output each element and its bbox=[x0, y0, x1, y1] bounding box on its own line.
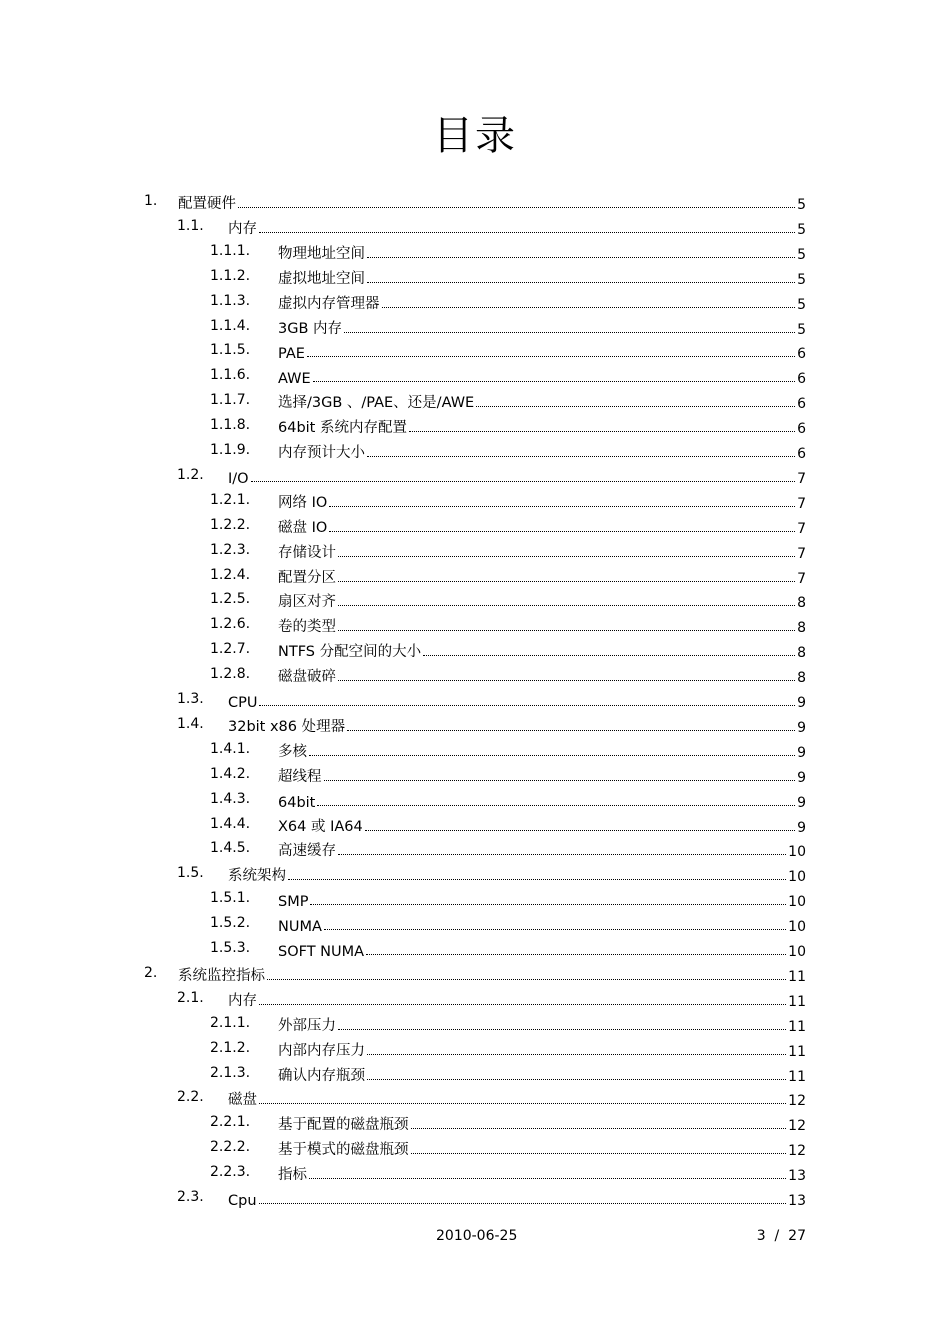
footer-date: 2010-06-25 bbox=[436, 1228, 518, 1244]
toc-entry-number: 1.1.9. bbox=[210, 442, 251, 458]
toc-entry-label: 基于配置的磁盘瓶颈 bbox=[278, 1117, 409, 1134]
toc-entry-number: 1.2.2. bbox=[210, 516, 251, 533]
toc-entry-page-number: 8 bbox=[797, 595, 806, 612]
toc-entry-label: AWE bbox=[278, 371, 311, 388]
toc-entry-label: NUMA bbox=[278, 919, 322, 936]
dot-leader bbox=[259, 232, 795, 233]
toc-entry-number: 2.1.2. bbox=[210, 1039, 251, 1056]
toc-entry-page-number: 13 bbox=[788, 1193, 806, 1209]
toc-entry-page-number: 7 bbox=[797, 470, 806, 487]
toc-entry-number: 1.2.6. bbox=[210, 616, 251, 633]
toc-entry-number: 1.2. bbox=[177, 466, 204, 483]
footer-page-indicator: 3 / 27 bbox=[756, 1228, 806, 1244]
toc-entry-number: 2.2.1. bbox=[210, 1114, 251, 1131]
toc-entry[interactable] bbox=[0, 1187, 950, 1212]
toc-entry-number: 1.4.2. bbox=[210, 765, 251, 782]
toc-entry[interactable] bbox=[0, 465, 950, 490]
toc-entry-number: 1.1.7. bbox=[210, 392, 251, 409]
dot-leader bbox=[313, 381, 795, 382]
toc-entry-page-number: 6 bbox=[797, 421, 806, 438]
dot-leader bbox=[423, 655, 795, 656]
toc-entry[interactable] bbox=[0, 515, 950, 540]
toc-entry-label: 内部内存压力 bbox=[278, 1042, 365, 1059]
dot-leader bbox=[367, 282, 795, 283]
toc-entry-page-number: 10 bbox=[788, 919, 806, 936]
toc-entry-page-number: 9 bbox=[797, 695, 806, 711]
toc-entry-page-number: 5 bbox=[797, 296, 806, 313]
toc-entry-page-number: 9 bbox=[797, 744, 806, 761]
toc-entry-number: 1.4.3. bbox=[210, 790, 251, 807]
toc-entry[interactable] bbox=[0, 938, 950, 963]
toc-entry-page-number: 7 bbox=[797, 570, 806, 587]
toc-entry-number: 1.2.4. bbox=[210, 566, 251, 583]
toc-entry[interactable] bbox=[0, 1087, 950, 1112]
toc-entry-label: 64bit bbox=[278, 794, 316, 811]
toc-entry[interactable] bbox=[0, 838, 950, 863]
toc-entry-page-number: 5 bbox=[797, 246, 806, 263]
dot-leader bbox=[338, 854, 786, 855]
toc-entry-label: 存储设计 bbox=[278, 544, 336, 561]
toc-entry-label: 配置分区 bbox=[278, 569, 336, 586]
toc-entry-label: 32bit x86 处理器 bbox=[228, 718, 346, 735]
dot-leader bbox=[367, 1054, 786, 1055]
toc-entry-number: 1.2.7. bbox=[210, 641, 251, 658]
toc-entry-number: 2.2.2. bbox=[210, 1139, 251, 1156]
toc-entry-label: 虚拟内存管理器 bbox=[278, 295, 380, 312]
dot-leader bbox=[259, 1203, 787, 1204]
dot-leader bbox=[238, 207, 795, 208]
toc-entry[interactable] bbox=[0, 1038, 950, 1063]
dot-leader bbox=[309, 755, 795, 756]
toc-entry-number: 1.4.1. bbox=[210, 740, 251, 757]
toc-entry-number: 1.1.1. bbox=[210, 242, 251, 259]
toc-entry[interactable] bbox=[0, 440, 950, 465]
toc-entry-number: 1.1.5. bbox=[210, 342, 251, 359]
dot-leader bbox=[367, 456, 795, 457]
toc-entry-page-number: 6 bbox=[797, 371, 806, 388]
toc-entry[interactable] bbox=[0, 540, 950, 565]
dot-leader bbox=[259, 705, 795, 706]
dot-leader bbox=[307, 356, 795, 357]
dot-leader bbox=[367, 1079, 786, 1080]
toc-entry-number: 1.1.8. bbox=[210, 417, 251, 434]
toc-entry[interactable] bbox=[0, 589, 950, 614]
toc-entry-page-number: 9 bbox=[797, 794, 806, 811]
dot-leader bbox=[411, 1128, 787, 1129]
toc-entry-number: 1.4. bbox=[177, 715, 204, 732]
toc-entry-number: 2.1.1. bbox=[210, 1014, 251, 1031]
toc-entry-page-number: 7 bbox=[797, 495, 806, 512]
toc-entry[interactable] bbox=[0, 714, 950, 739]
toc-entry-number: 2.2. bbox=[177, 1089, 204, 1106]
toc-entry-page-number: 7 bbox=[797, 545, 806, 562]
toc-entry[interactable] bbox=[0, 913, 950, 938]
toc-entry-page-number: 9 bbox=[797, 819, 806, 836]
dot-leader bbox=[344, 332, 795, 333]
dot-leader bbox=[338, 630, 795, 631]
dot-leader bbox=[338, 556, 795, 557]
toc-entry-number: 1. bbox=[144, 193, 158, 209]
toc-entry-number: 2.3. bbox=[177, 1189, 204, 1205]
dot-leader bbox=[324, 780, 796, 781]
toc-entry-number: 2.1. bbox=[177, 989, 204, 1006]
toc-entry[interactable] bbox=[0, 191, 950, 216]
toc-entry-number: 2. bbox=[144, 964, 158, 981]
toc-entry-number: 1.1. bbox=[177, 217, 204, 234]
toc-entry[interactable] bbox=[0, 789, 950, 814]
dot-leader bbox=[338, 680, 795, 681]
toc-entry[interactable] bbox=[0, 490, 950, 515]
toc-entry[interactable] bbox=[0, 216, 950, 241]
toc-entry-label: NTFS 分配空间的大小 bbox=[278, 644, 422, 661]
toc-entry[interactable] bbox=[0, 316, 950, 341]
toc-entry-label: 外部压力 bbox=[278, 1017, 336, 1034]
toc-entry-label: 磁盘 IO bbox=[278, 519, 328, 536]
toc-entry[interactable] bbox=[0, 863, 950, 888]
toc-entry-page-number: 9 bbox=[797, 769, 806, 786]
toc-entry-label: 选择/3GB 、/PAE、还是/AWE bbox=[278, 395, 475, 412]
toc-entry-page-number: 5 bbox=[797, 271, 806, 288]
toc-entry-number: 1.4.4. bbox=[210, 815, 251, 832]
toc-entry-number: 1.1.4. bbox=[210, 317, 251, 334]
toc-entry[interactable] bbox=[0, 1137, 950, 1162]
toc-entry-label: SOFT NUMA bbox=[278, 944, 365, 960]
toc-entry-page-number: 11 bbox=[788, 1043, 806, 1060]
toc-entry-label: 系统监控指标 bbox=[178, 967, 265, 984]
toc-entry-page-number: 6 bbox=[797, 396, 806, 413]
toc-entry-number: 2.2.3. bbox=[210, 1164, 251, 1181]
dot-leader bbox=[329, 506, 795, 507]
toc-entry-number: 1.1.2. bbox=[210, 267, 251, 284]
toc-entry[interactable] bbox=[0, 1063, 950, 1088]
dot-leader bbox=[365, 830, 795, 831]
toc-entry-page-number: 10 bbox=[788, 844, 806, 861]
toc-entry-number: 1.1.6. bbox=[210, 367, 251, 384]
toc-entry-label: 超线程 bbox=[278, 768, 322, 785]
toc-entry[interactable] bbox=[0, 664, 950, 689]
toc-entry-page-number: 7 bbox=[797, 520, 806, 537]
toc-entry-number: 1.2.1. bbox=[210, 491, 251, 508]
toc-entry-page-number: 8 bbox=[797, 645, 806, 662]
toc-entry-label: 3GB 内存 bbox=[278, 320, 343, 337]
toc-entry-label: 扇区对齐 bbox=[278, 594, 336, 611]
toc-entry-label: 物理地址空间 bbox=[278, 245, 365, 262]
toc-entry-label: 虚拟地址空间 bbox=[278, 270, 365, 287]
toc-entry-label: 内存预计大小 bbox=[278, 445, 365, 461]
toc-entry-number: 1.2.3. bbox=[210, 541, 251, 558]
dot-leader bbox=[259, 1004, 786, 1005]
toc-entry-page-number: 12 bbox=[788, 1143, 806, 1160]
toc-entry-number: 1.2.5. bbox=[210, 591, 251, 608]
toc-entry-page-number: 11 bbox=[788, 1018, 806, 1035]
toc-entry[interactable] bbox=[0, 1013, 950, 1038]
toc-entry-page-number: 6 bbox=[797, 446, 806, 462]
toc-entry-label: 内存 bbox=[228, 992, 257, 1009]
toc-entry-page-number: 5 bbox=[797, 321, 806, 338]
toc-entry-page-number: 9 bbox=[797, 719, 806, 736]
toc-entry-label: 网络 IO bbox=[278, 494, 328, 511]
dot-leader bbox=[309, 1178, 786, 1179]
dot-leader bbox=[251, 481, 796, 482]
dot-leader bbox=[347, 730, 795, 731]
toc-entry-label: 基于模式的磁盘瓶颈 bbox=[278, 1142, 409, 1159]
toc-entry-page-number: 12 bbox=[788, 1118, 806, 1135]
toc-entry[interactable] bbox=[0, 988, 950, 1013]
toc-entry-label: 磁盘 bbox=[228, 1092, 257, 1109]
dot-leader bbox=[267, 979, 786, 980]
toc-entry-label: 配置硬件 bbox=[178, 196, 236, 212]
toc-entry[interactable] bbox=[0, 739, 950, 764]
toc-entry-page-number: 12 bbox=[788, 1093, 806, 1110]
toc-entry-number: 1.5.3. bbox=[210, 940, 251, 956]
toc-entry-label: 磁盘破碎 bbox=[278, 669, 336, 686]
dot-leader bbox=[310, 904, 786, 905]
toc-entry-number: 1.5.1. bbox=[210, 890, 251, 907]
toc-entry[interactable] bbox=[0, 814, 950, 839]
toc-entry-label: 卷的类型 bbox=[278, 619, 336, 636]
toc-entry-number: 1.1.3. bbox=[210, 292, 251, 309]
dot-leader bbox=[476, 406, 795, 407]
toc-entry-page-number: 11 bbox=[788, 1068, 806, 1085]
toc-entry-page-number: 11 bbox=[788, 993, 806, 1010]
dot-leader bbox=[259, 1103, 786, 1104]
toc-entry-label: 确认内存瓶颈 bbox=[278, 1067, 365, 1084]
dot-leader bbox=[338, 581, 795, 582]
toc-entry-number: 1.4.5. bbox=[210, 840, 251, 857]
toc-entry[interactable] bbox=[0, 639, 950, 664]
toc-entry-label: 内存 bbox=[228, 220, 257, 237]
toc-entry-number: 1.5.2. bbox=[210, 915, 251, 932]
toc-entry-label: 系统架构 bbox=[228, 868, 286, 885]
toc-entry-page-number: 10 bbox=[788, 944, 806, 960]
toc-entry-label: CPU bbox=[228, 695, 258, 711]
toc-entry-label: I/O bbox=[228, 470, 249, 487]
dot-leader bbox=[324, 929, 786, 930]
toc-entry[interactable] bbox=[0, 565, 950, 590]
toc-entry-page-number: 13 bbox=[788, 1168, 806, 1185]
toc-entry-page-number: 6 bbox=[797, 346, 806, 363]
toc-entry[interactable] bbox=[0, 390, 950, 415]
dot-leader bbox=[317, 805, 795, 806]
toc-entry-page-number: 11 bbox=[788, 968, 806, 985]
dot-leader bbox=[367, 257, 795, 258]
toc-entry-label: PAE bbox=[278, 346, 305, 363]
toc-entry[interactable] bbox=[0, 1112, 950, 1137]
toc-entry-page-number: 8 bbox=[797, 620, 806, 637]
toc-entry-page-number: 10 bbox=[788, 894, 806, 911]
dot-leader bbox=[329, 531, 795, 532]
toc-entry-label: SMP bbox=[278, 894, 309, 911]
toc-entry-page-number: 5 bbox=[797, 197, 806, 213]
toc-entry[interactable] bbox=[0, 888, 950, 913]
toc-entry[interactable] bbox=[0, 340, 950, 365]
toc-entry-number: 1.5. bbox=[177, 865, 204, 882]
toc-entry-number: 1.2.8. bbox=[210, 666, 251, 683]
dot-leader bbox=[338, 605, 795, 606]
dot-leader bbox=[411, 1153, 787, 1154]
page-title: 目录 bbox=[433, 113, 517, 159]
toc-entry-label: X64 或 IA64 bbox=[278, 818, 363, 835]
toc-entry-page-number: 8 bbox=[797, 670, 806, 687]
dot-leader bbox=[366, 954, 786, 955]
dot-leader bbox=[382, 307, 796, 308]
toc-entry[interactable] bbox=[0, 415, 950, 440]
dot-leader bbox=[288, 879, 786, 880]
dot-leader bbox=[409, 431, 795, 432]
dot-leader bbox=[338, 1029, 786, 1030]
toc-entry-number: 2.1.3. bbox=[210, 1064, 251, 1081]
toc-entry-label: 64bit 系统内存配置 bbox=[278, 420, 407, 437]
toc-entry[interactable] bbox=[0, 241, 950, 266]
toc-entry[interactable] bbox=[0, 266, 950, 291]
toc-entry[interactable] bbox=[0, 365, 950, 390]
toc-entry[interactable] bbox=[0, 963, 950, 988]
toc-entry-label: Cpu bbox=[228, 1193, 257, 1209]
toc-entry-page-number: 10 bbox=[788, 869, 806, 886]
toc-entry[interactable] bbox=[0, 764, 950, 789]
toc-entry[interactable] bbox=[0, 1162, 950, 1187]
toc-entry-page-number: 5 bbox=[797, 221, 806, 238]
toc-entry[interactable] bbox=[0, 614, 950, 639]
toc-entry-label: 指标 bbox=[278, 1167, 307, 1184]
toc-entry[interactable] bbox=[0, 291, 950, 316]
toc-entry-label: 多核 bbox=[278, 743, 307, 760]
toc-entry-label: 高速缓存 bbox=[278, 843, 336, 860]
toc-entry[interactable] bbox=[0, 689, 950, 714]
toc-entry-number: 1.3. bbox=[177, 691, 204, 707]
